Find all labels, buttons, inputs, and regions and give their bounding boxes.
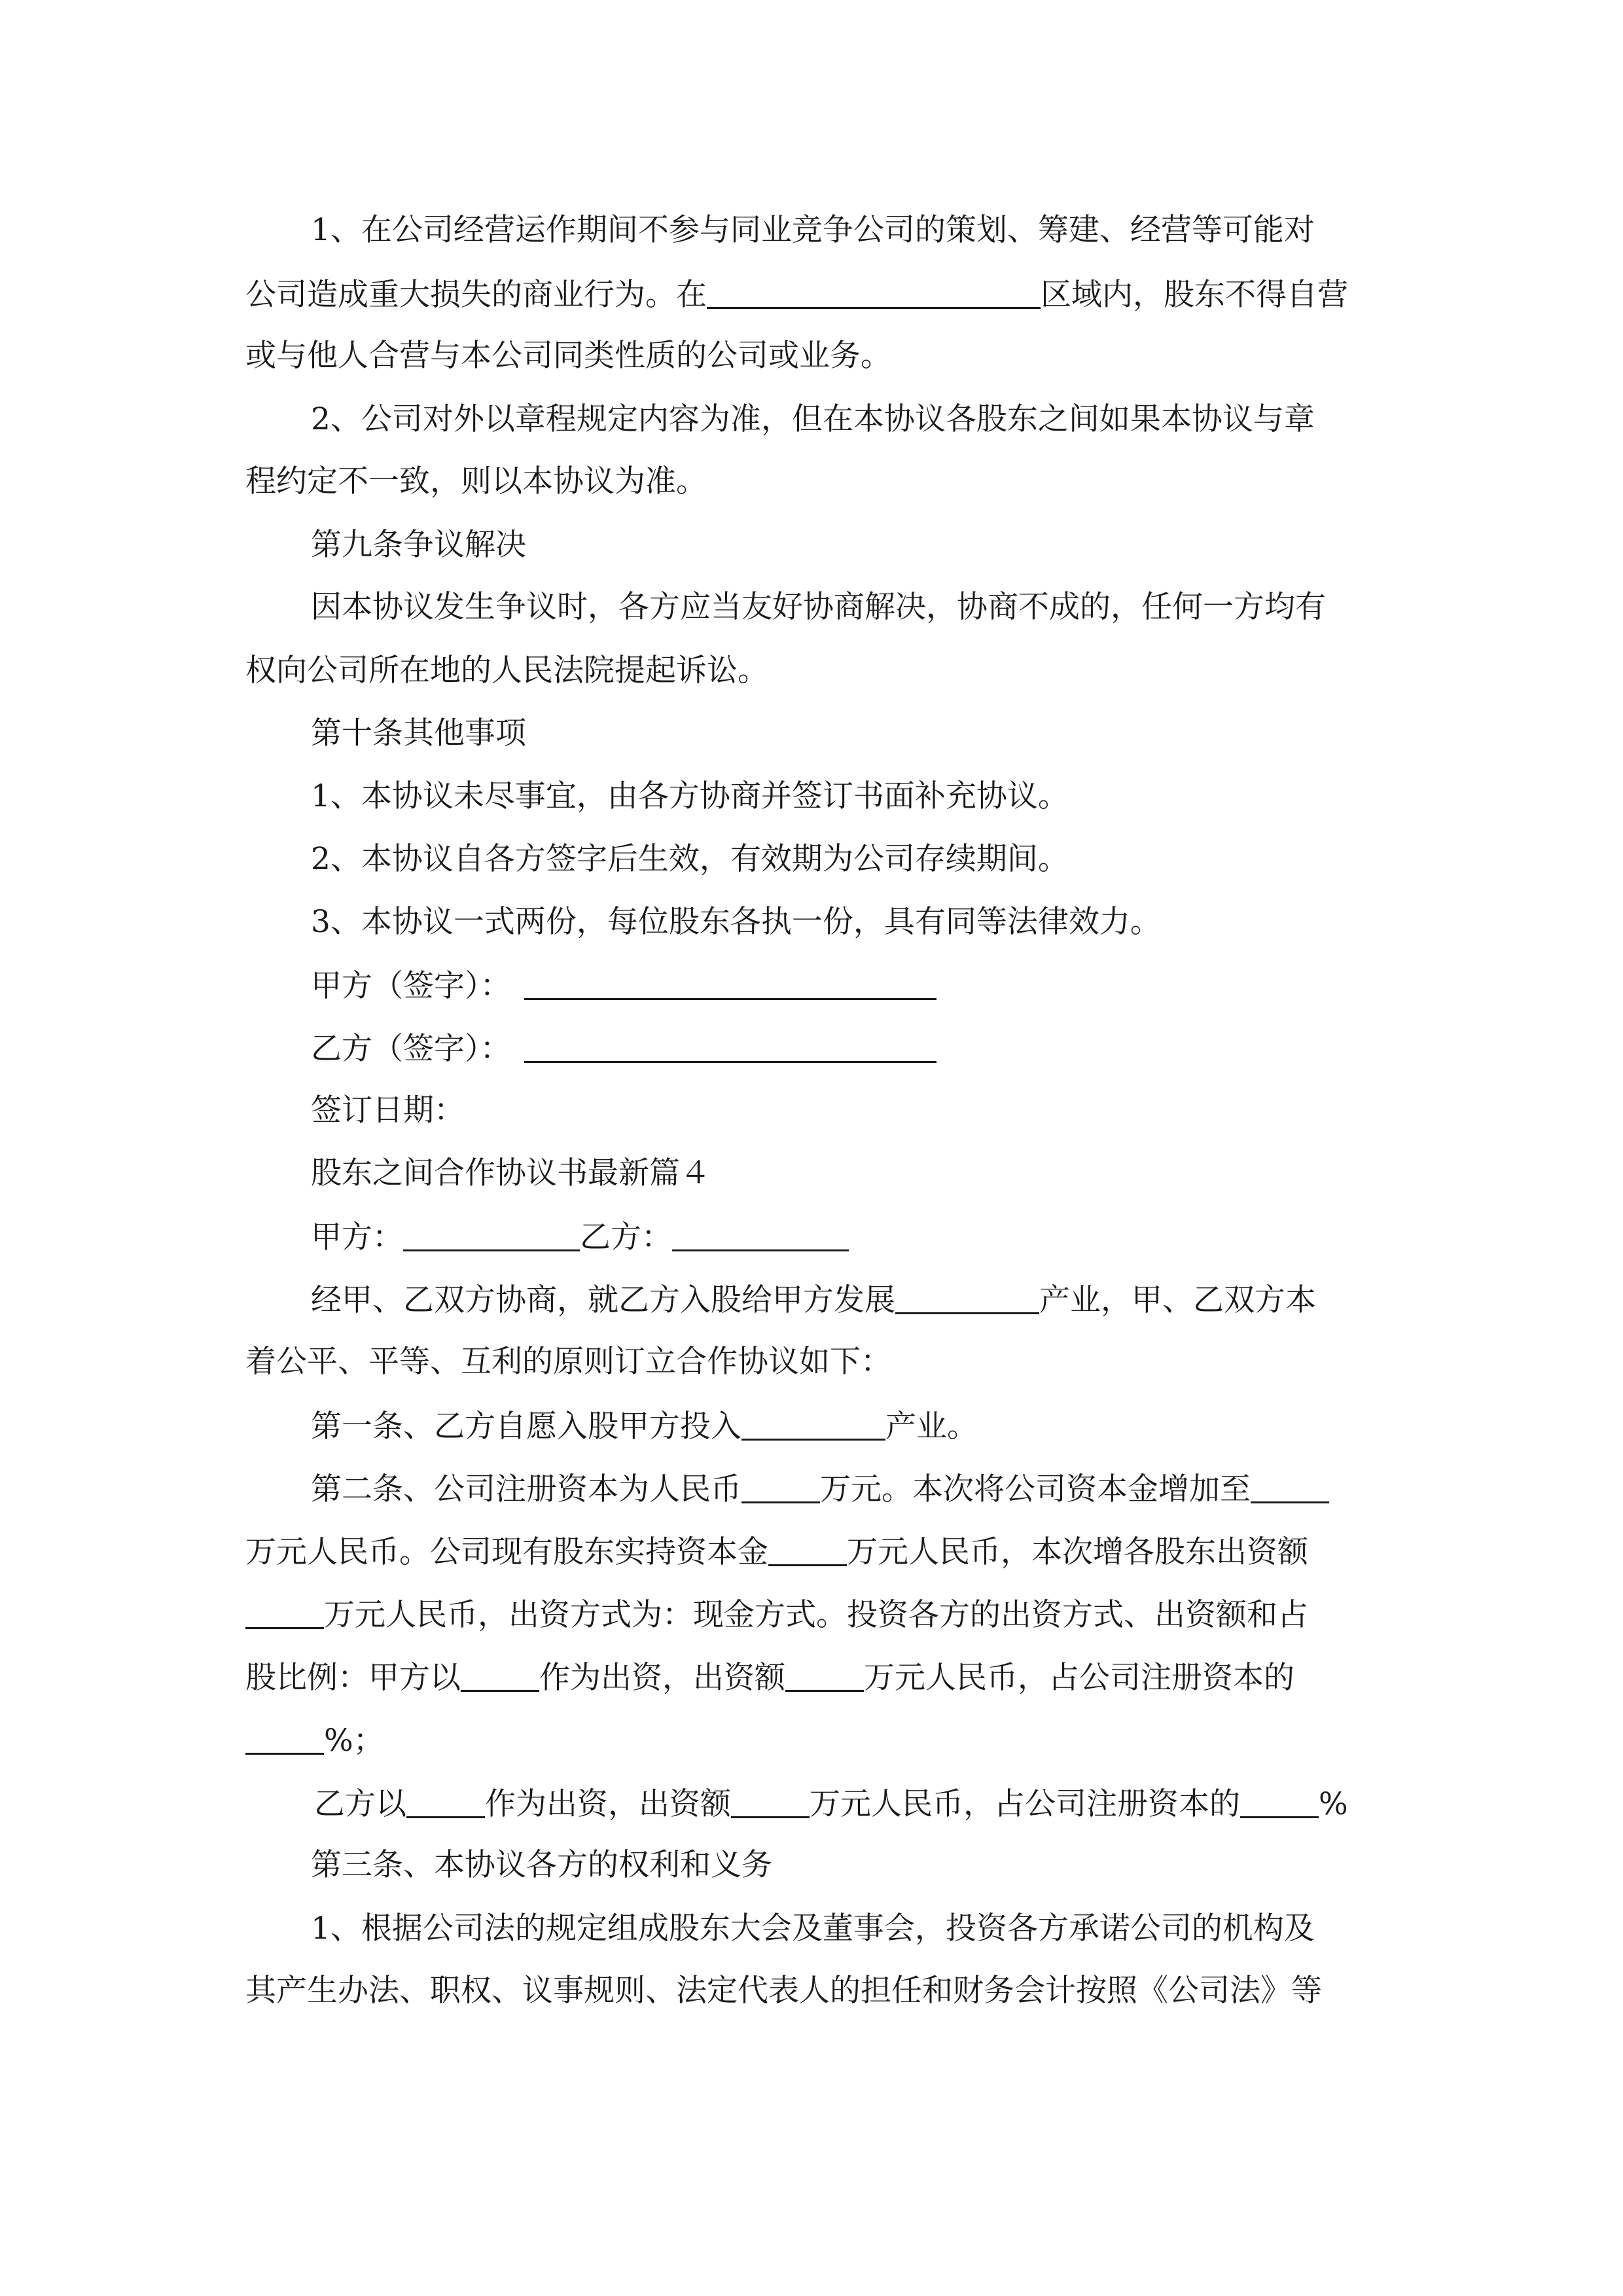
text: 2、公司对外以章程规定内容为准，但在本协议各股东之间如果本协议与章 [311, 401, 1315, 437]
text: 1、本协议未尽事宜，由各方协商并签订书面补充协议。 [311, 778, 1069, 814]
paragraph-line [245, 336, 1371, 376]
text: 3、本协议一式两份，每位股东各执一份，具有同等法律效力。 [311, 904, 1161, 940]
party-a-contribution-amount-blank[interactable] [785, 1661, 864, 1692]
text: 第十条其他事项 [311, 715, 526, 751]
paragraph-line [311, 1280, 1371, 1319]
text: 其产生办法、职权、议事规则、法定代表人的担任和财务会计按照《公司法》等 [245, 1973, 1322, 2009]
text: 经甲、乙双方协商，就乙方入股给甲方发展 [311, 1282, 895, 1318]
text: %； [324, 1723, 384, 1759]
text: 第二条、公司注册资本为人民币 [311, 1471, 741, 1507]
text: 乙方以 [314, 1786, 406, 1822]
paragraph-line [311, 588, 1371, 627]
region-blank[interactable] [707, 278, 1041, 309]
text: 万元人民币，占公司注册资本的 [864, 1660, 1294, 1696]
text: 万元人民币，占公司注册资本的 [810, 1786, 1240, 1822]
text: 签订日期： [311, 1092, 465, 1128]
text: % [1319, 1786, 1348, 1822]
text: 万元人民币，本次增各股东出资额 [847, 1534, 1308, 1570]
text: 权向公司所在地的人民法院提起诉讼。 [245, 653, 768, 689]
signing-date-line [311, 1091, 1371, 1130]
text: 2、本协议自各方签字后生效，有效期为公司存续期间。 [311, 841, 1069, 877]
party-a-contribution-form-blank[interactable] [461, 1661, 539, 1692]
paragraph-line [311, 1406, 1371, 1445]
text: 程约定不一致，则以本协议为准。 [245, 463, 707, 499]
text: 万元人民币。公司现有股东实持资本金 [245, 1534, 768, 1570]
paragraph-line [245, 1532, 1371, 1571]
text: 万元人民币，出资方式为：现金方式。投资各方的出资方式、出资额和占 [324, 1597, 1308, 1633]
text: 甲方： [311, 1219, 403, 1255]
paragraph-line [314, 1784, 1374, 1823]
text: 产业，甲、乙双方本 [1039, 1282, 1316, 1318]
section-heading [311, 1846, 1371, 1885]
paragraph-line [311, 400, 1371, 439]
paragraph-line [311, 1909, 1371, 1948]
signature-blank-party-b[interactable] [524, 1032, 936, 1063]
party-b-contribution-form-blank[interactable] [406, 1787, 485, 1818]
section-heading [311, 526, 1371, 565]
paragraph-line [311, 840, 1371, 879]
industry-blank[interactable] [895, 1283, 1039, 1314]
text: 万元。本次将公司资本金增加至 [820, 1471, 1251, 1507]
text: 股东之间合作协议书最新篇４ [311, 1155, 711, 1191]
text: 或与他人合营与本公司同类性质的公司或业务。 [245, 338, 891, 374]
text: 着公平、平等、互利的原则订立合作协议如下： [245, 1344, 891, 1380]
paragraph-line [311, 1469, 1371, 1508]
industry-blank[interactable] [741, 1410, 885, 1441]
paragraph-line [245, 274, 1371, 314]
text: 股比例：甲方以 [245, 1660, 461, 1696]
signature-line-party-b [311, 1028, 1371, 1067]
paragraph-line [245, 651, 1371, 691]
signature-blank-party-a[interactable] [524, 969, 936, 1000]
text: 乙方（签字）： [311, 1031, 511, 1067]
signature-line-party-a [311, 965, 1371, 1005]
text: 1、根据公司法的规定组成股东大会及董事会，投资各方承诺公司的机构及 [311, 1910, 1315, 1946]
party-a-blank[interactable] [403, 1221, 580, 1251]
paragraph-line [311, 211, 1371, 250]
paragraph-line [245, 1971, 1371, 2011]
text: 区域内，股东不得自营 [1041, 277, 1348, 313]
text: 1、在公司经营运作期间不参与同业竞争公司的策划、筹建、经营等可能对 [311, 212, 1315, 248]
text: 产业。 [885, 1408, 978, 1444]
held-capital-blank[interactable] [768, 1535, 847, 1566]
capital-increase-blank[interactable] [1251, 1473, 1329, 1503]
text: 因本协议发生争议时，各方应当友好协商解决，协商不成的，任何一方均有 [311, 589, 1326, 625]
text: 第一条、乙方自愿入股甲方投入 [311, 1408, 741, 1444]
party-a-percentage-blank[interactable] [245, 1724, 324, 1755]
paragraph-line [311, 777, 1371, 816]
article-title [311, 1154, 1371, 1193]
party-b-percentage-blank[interactable] [1240, 1787, 1319, 1818]
party-b-blank[interactable] [672, 1221, 849, 1251]
text: 作为出资，出资额 [485, 1786, 731, 1822]
paragraph-line [245, 1720, 1371, 1759]
contribution-blank[interactable] [245, 1598, 324, 1629]
text: 乙方： [580, 1219, 672, 1255]
paragraph-line [245, 462, 1371, 501]
text: 公司造成重大损失的商业行为。在 [245, 277, 707, 313]
text: 作为出资，出资额 [539, 1660, 785, 1696]
party-b-contribution-amount-blank[interactable] [731, 1787, 810, 1818]
capital-blank[interactable] [741, 1473, 820, 1503]
text: 第九条争议解决 [311, 527, 526, 563]
section-heading [311, 714, 1371, 753]
text: 第三条、本协议各方的权利和义务 [311, 1847, 772, 1883]
paragraph-line [311, 903, 1371, 942]
parties-line [311, 1217, 1371, 1256]
paragraph-line [245, 1657, 1371, 1696]
text: 甲方（签字）： [311, 968, 511, 1004]
paragraph-line [245, 1342, 1371, 1382]
paragraph-line [245, 1594, 1371, 1634]
